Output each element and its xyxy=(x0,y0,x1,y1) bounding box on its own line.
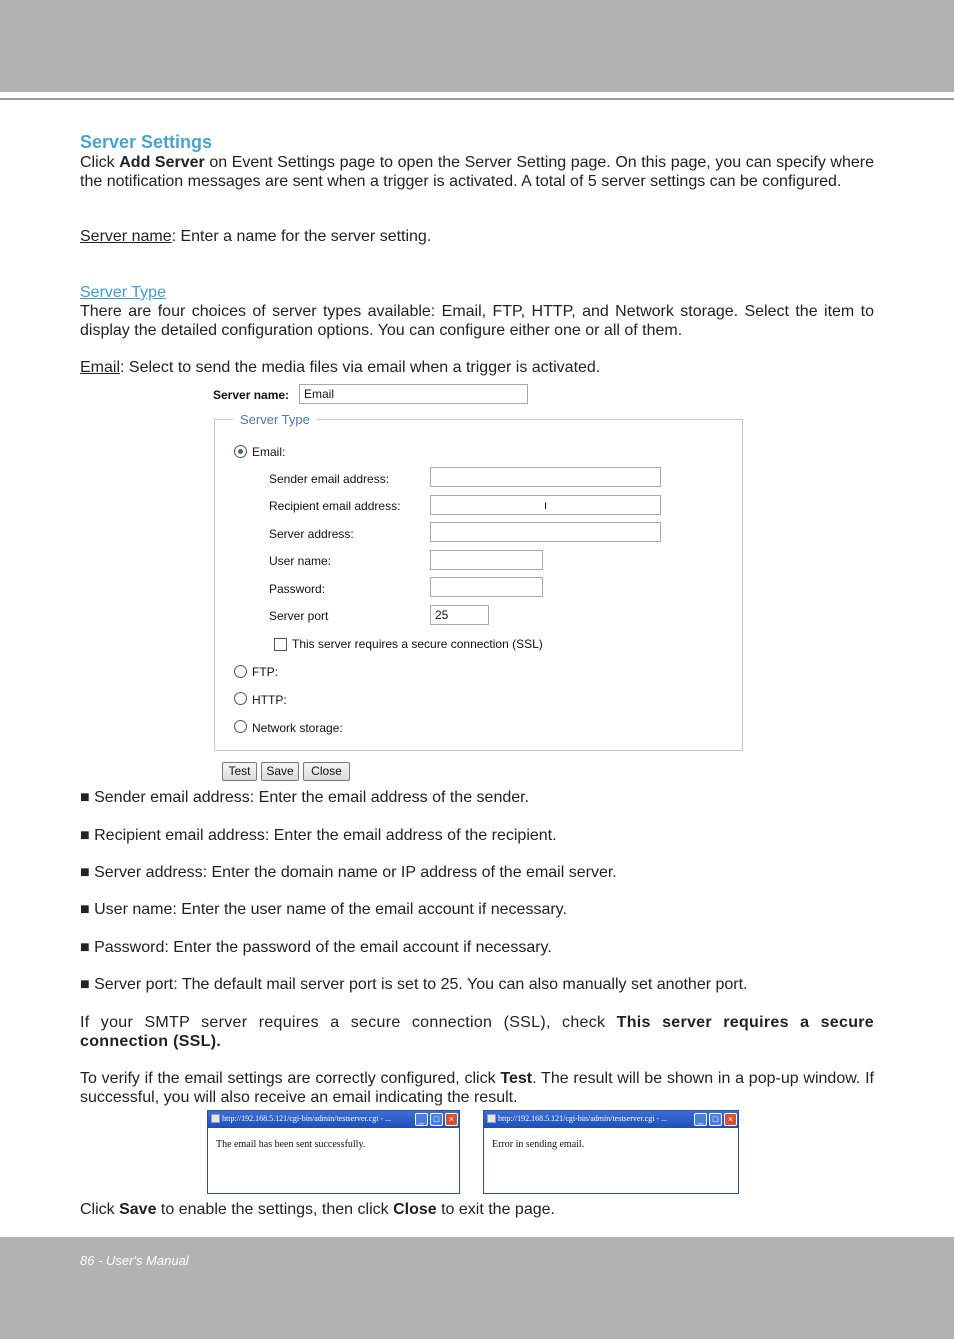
server-name-label: Server name: xyxy=(213,388,290,402)
minimize-icon[interactable]: _ xyxy=(415,1113,428,1126)
ssl-para-bold: This server requires a secure connection (SSL). xyxy=(80,1014,874,1050)
popup-success-url: http://192.168.5.121/cgi-bin/admin/testserver.cgi - ... xyxy=(222,1114,392,1123)
ssl-checkbox[interactable] xyxy=(274,638,287,651)
bullet-sender: ■ Sender email address: Enter the email address of the sender. xyxy=(80,789,530,806)
email-desc: : Select to send the media files via email when a trigger is activated. xyxy=(120,359,601,376)
bullet-password: ■ Password: Enter the password of the email account if necessary. xyxy=(80,939,552,956)
popup-error-url: http://192.168.5.121/cgi-bin/admin/testserver.cgi - ... xyxy=(498,1114,668,1123)
popup-success-message: The email has been sent successfully. xyxy=(216,1139,366,1150)
intro-paragraph xyxy=(80,154,874,191)
ftp-radio[interactable] xyxy=(234,665,247,678)
recipient-email-label: Recipient email address: xyxy=(269,499,401,513)
close-button[interactable]: Close xyxy=(303,762,350,781)
final-para-pre: Click xyxy=(80,1201,120,1218)
minimize-icon[interactable]: _ xyxy=(694,1113,707,1126)
server-type-legend: Server Type xyxy=(233,412,317,427)
user-name-input[interactable] xyxy=(430,550,543,570)
final-para-post: to exit the page. xyxy=(436,1201,555,1218)
email-radio[interactable] xyxy=(234,445,247,458)
popup-success-titlebar xyxy=(208,1111,459,1128)
email-term: Email xyxy=(80,359,121,376)
test-para-post: . The result will be shown in a pop-up window. If successful, you will also receive an email indicating the result. xyxy=(80,1070,875,1106)
server-type-heading: Server Type xyxy=(80,284,166,301)
ssl-checkbox-label: This server requires a secure connection (SSL) xyxy=(292,637,543,651)
bullet-server-address: ■ Server address: Enter the domain name or IP address of the email server. xyxy=(80,864,617,881)
popup-success-window xyxy=(207,1110,460,1194)
server-port-label: Server port xyxy=(269,609,329,623)
server-port-input[interactable]: 25 xyxy=(430,605,489,625)
intro-post: on Event Settings page to open the Server Setting page. On this page, you can specify where the notification messages are sent when a trigger is activated. A total of 5 server settings can be configured. xyxy=(80,154,875,190)
sender-email-label: Sender email address: xyxy=(269,472,390,486)
server-settings-form xyxy=(205,380,750,786)
test-para-pre: To verify if the email settings are correctly configured, click xyxy=(80,1070,501,1087)
password-label: Password: xyxy=(269,582,326,596)
test-button[interactable]: Test xyxy=(222,762,257,781)
popup-error-titlebar xyxy=(484,1111,738,1128)
save-button[interactable]: Save xyxy=(261,762,299,781)
network-storage-radio-label: Network storage: xyxy=(252,721,343,735)
final-para-close: Close xyxy=(393,1201,437,1218)
intro-bold-add-server: Add Server xyxy=(119,154,205,171)
bullet-recipient: ■ Recipient email address: Enter the email address of the recipient. xyxy=(80,827,557,844)
ssl-para-pre: If your SMTP server requires a secure connection (SSL), check xyxy=(80,1014,617,1031)
bullet-user-name: ■ User name: Enter the user name of the email account if necessary. xyxy=(80,901,567,918)
network-storage-radio[interactable] xyxy=(234,720,247,733)
test-para-bold: Test xyxy=(500,1070,533,1087)
server-name-input[interactable]: Email xyxy=(299,384,528,404)
sender-email-input[interactable] xyxy=(430,467,661,487)
close-icon[interactable]: × xyxy=(724,1113,737,1126)
ftp-radio-label: FTP: xyxy=(252,665,278,679)
intro-pre: Click xyxy=(80,154,120,171)
server-address-label: Server address: xyxy=(269,527,354,541)
server-name-term: Server name xyxy=(80,228,172,245)
popup-error-message: Error in sending email. xyxy=(492,1139,585,1150)
popup-error-window xyxy=(483,1110,739,1194)
server-name-desc: : Enter a name for the server setting. xyxy=(171,228,432,245)
server-name-paragraph xyxy=(80,228,874,247)
test-paragraph xyxy=(80,1070,874,1107)
email-radio-label: Email: xyxy=(252,445,286,459)
final-paragraph xyxy=(80,1201,874,1220)
recipient-email-input[interactable]: ı xyxy=(430,495,661,515)
page-icon xyxy=(487,1114,496,1123)
password-input[interactable] xyxy=(430,577,543,597)
email-paragraph xyxy=(80,359,874,378)
footer-page-label: 86 - User's Manual xyxy=(80,1253,189,1268)
page-icon xyxy=(211,1114,220,1123)
section-title: Server Settings xyxy=(80,132,213,152)
http-radio[interactable] xyxy=(234,692,247,705)
maximize-icon[interactable]: □ xyxy=(430,1113,443,1126)
ssl-paragraph xyxy=(80,1014,874,1051)
final-para-save: Save xyxy=(119,1201,157,1218)
server-address-input[interactable] xyxy=(430,522,661,542)
page-header-bar xyxy=(0,0,954,92)
server-type-paragraph: There are four choices of server types available: Email, FTP, HTTP, and Network storage. Select the item to display the detailed configuration options. You can configure either one or all of them. xyxy=(80,303,874,339)
header-divider xyxy=(0,98,954,100)
user-name-label: User name: xyxy=(269,554,332,568)
close-icon[interactable]: × xyxy=(445,1113,458,1126)
final-para-mid: to enable the settings, then click xyxy=(156,1201,394,1218)
maximize-icon[interactable]: □ xyxy=(709,1113,722,1126)
bullet-server-port: ■ Server port: The default mail server port is set to 25. You can also manually set another port. xyxy=(80,976,748,993)
http-radio-label: HTTP: xyxy=(252,693,287,707)
